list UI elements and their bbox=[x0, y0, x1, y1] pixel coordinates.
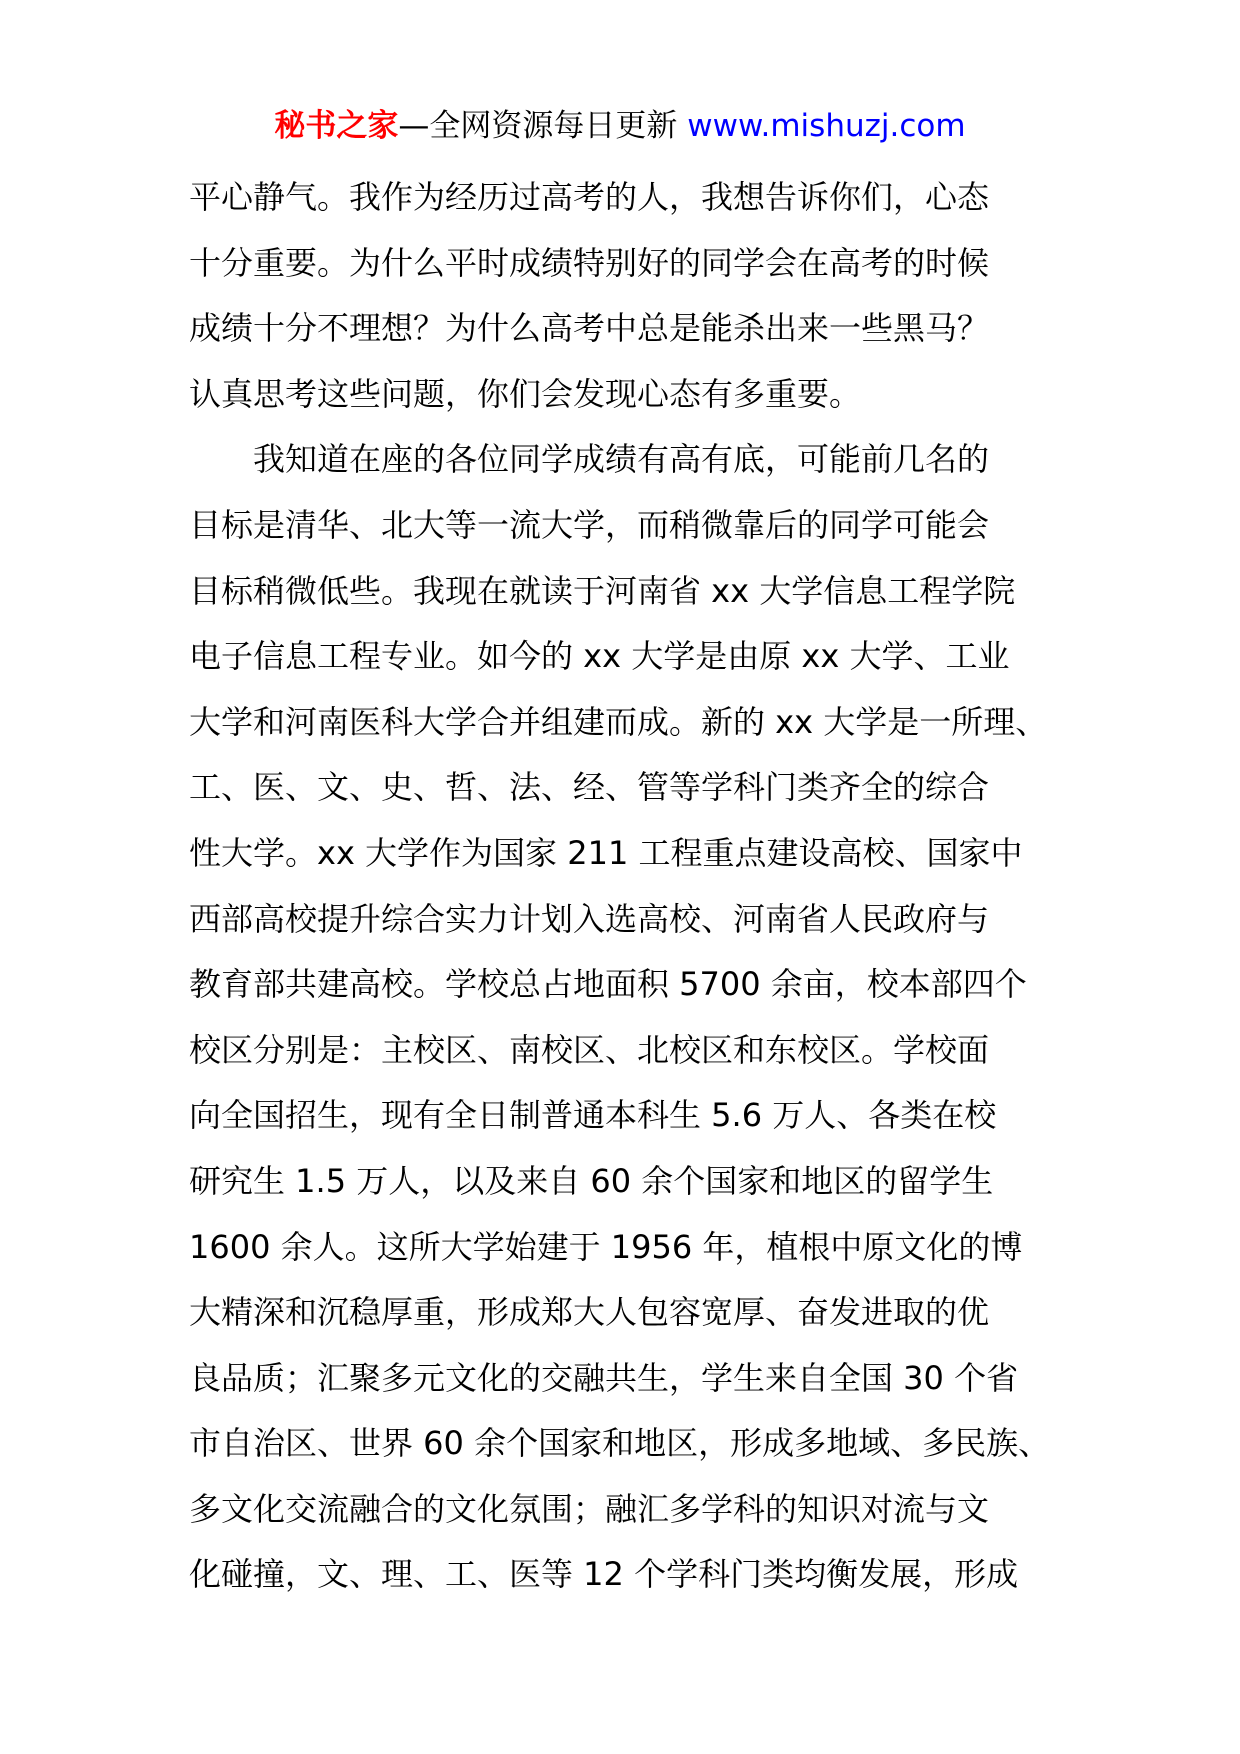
text-line: 认真思考这些问题，你们会发现心态有多重要。 bbox=[189, 374, 862, 413]
document-body bbox=[189, 165, 1069, 1608]
text-line: 教育部共建高校。学校总占地面积 5700 余亩，校本部四个 bbox=[189, 965, 1027, 1004]
text-line: 研究生 1.5 万人，以及来自 60 余个国家和地区的留学生 bbox=[189, 1161, 994, 1200]
text-line: 平心静气。我作为经历过高考的人，我想告诉你们，心态 bbox=[189, 178, 990, 216]
text-line: 目标稍微低些。我现在就读于河南省 xx 大学信息工程学院 bbox=[189, 571, 1016, 610]
text-line: 目标是清华、北大等一流大学，而稍微靠后的同学可能会 bbox=[189, 505, 990, 544]
brand-name: 秘书之家 bbox=[274, 108, 399, 144]
text-line: 成绩十分不理想？为什么高考中总是能杀出来一些黑马？ bbox=[189, 309, 990, 348]
text-line: 向全国招生，现有全日制普通本科生 5.6 万人、各类在校 bbox=[189, 1096, 997, 1135]
text-line: 电子信息工程专业。如今的 xx 大学是由原 xx 大学、工业 bbox=[189, 637, 1010, 676]
paragraph-first-line: 我知道在座的各位同学成绩有高有底，可能前几名的 bbox=[253, 440, 990, 479]
text-line: 十分重要。为什么平时成绩特别好的同学会在高考的时候 bbox=[189, 243, 990, 282]
page-header bbox=[0, 104, 1240, 148]
header-tagline: —全网资源每日更新 bbox=[398, 108, 678, 144]
text-line: 市自治区、世界 60 余个国家和地区，形成多地域、多民族、 bbox=[189, 1424, 1051, 1463]
text-line: 西部高校提升综合实力计划入选高校、河南省人民政府与 bbox=[189, 899, 990, 938]
text-line: 1600 余人。这所大学始建于 1956 年，植根中原文化的博 bbox=[189, 1227, 1023, 1266]
text-line: 化碰撞，文、理、工、医等 12 个学科门类均衡发展，形成 bbox=[189, 1555, 1019, 1594]
text-line: 工、医、文、史、哲、法、经、管等学科门类齐全的综合 bbox=[189, 768, 990, 807]
text-line: 多文化交流融合的文化氛围；融汇多学科的知识对流与文 bbox=[189, 1489, 990, 1528]
site-url-link[interactable]: www.mishuzj.com bbox=[687, 108, 966, 144]
text-line: 校区分别是：主校区、南校区、北校区和东校区。学校面 bbox=[189, 1030, 990, 1069]
text-line: 大精深和沉稳厚重，形成郑大人包容宽厚、奋发进取的优 bbox=[189, 1293, 990, 1332]
text-line: 良品质；汇聚多元文化的交融共生，学生来自全国 30 个省 bbox=[189, 1358, 1019, 1397]
text-line: 大学和河南医科大学合并组建而成。新的 xx 大学是一所理、 bbox=[189, 702, 1048, 741]
text-line: 性大学。xx 大学作为国家 211 工程重点建设高校、国家中 bbox=[189, 833, 1023, 872]
